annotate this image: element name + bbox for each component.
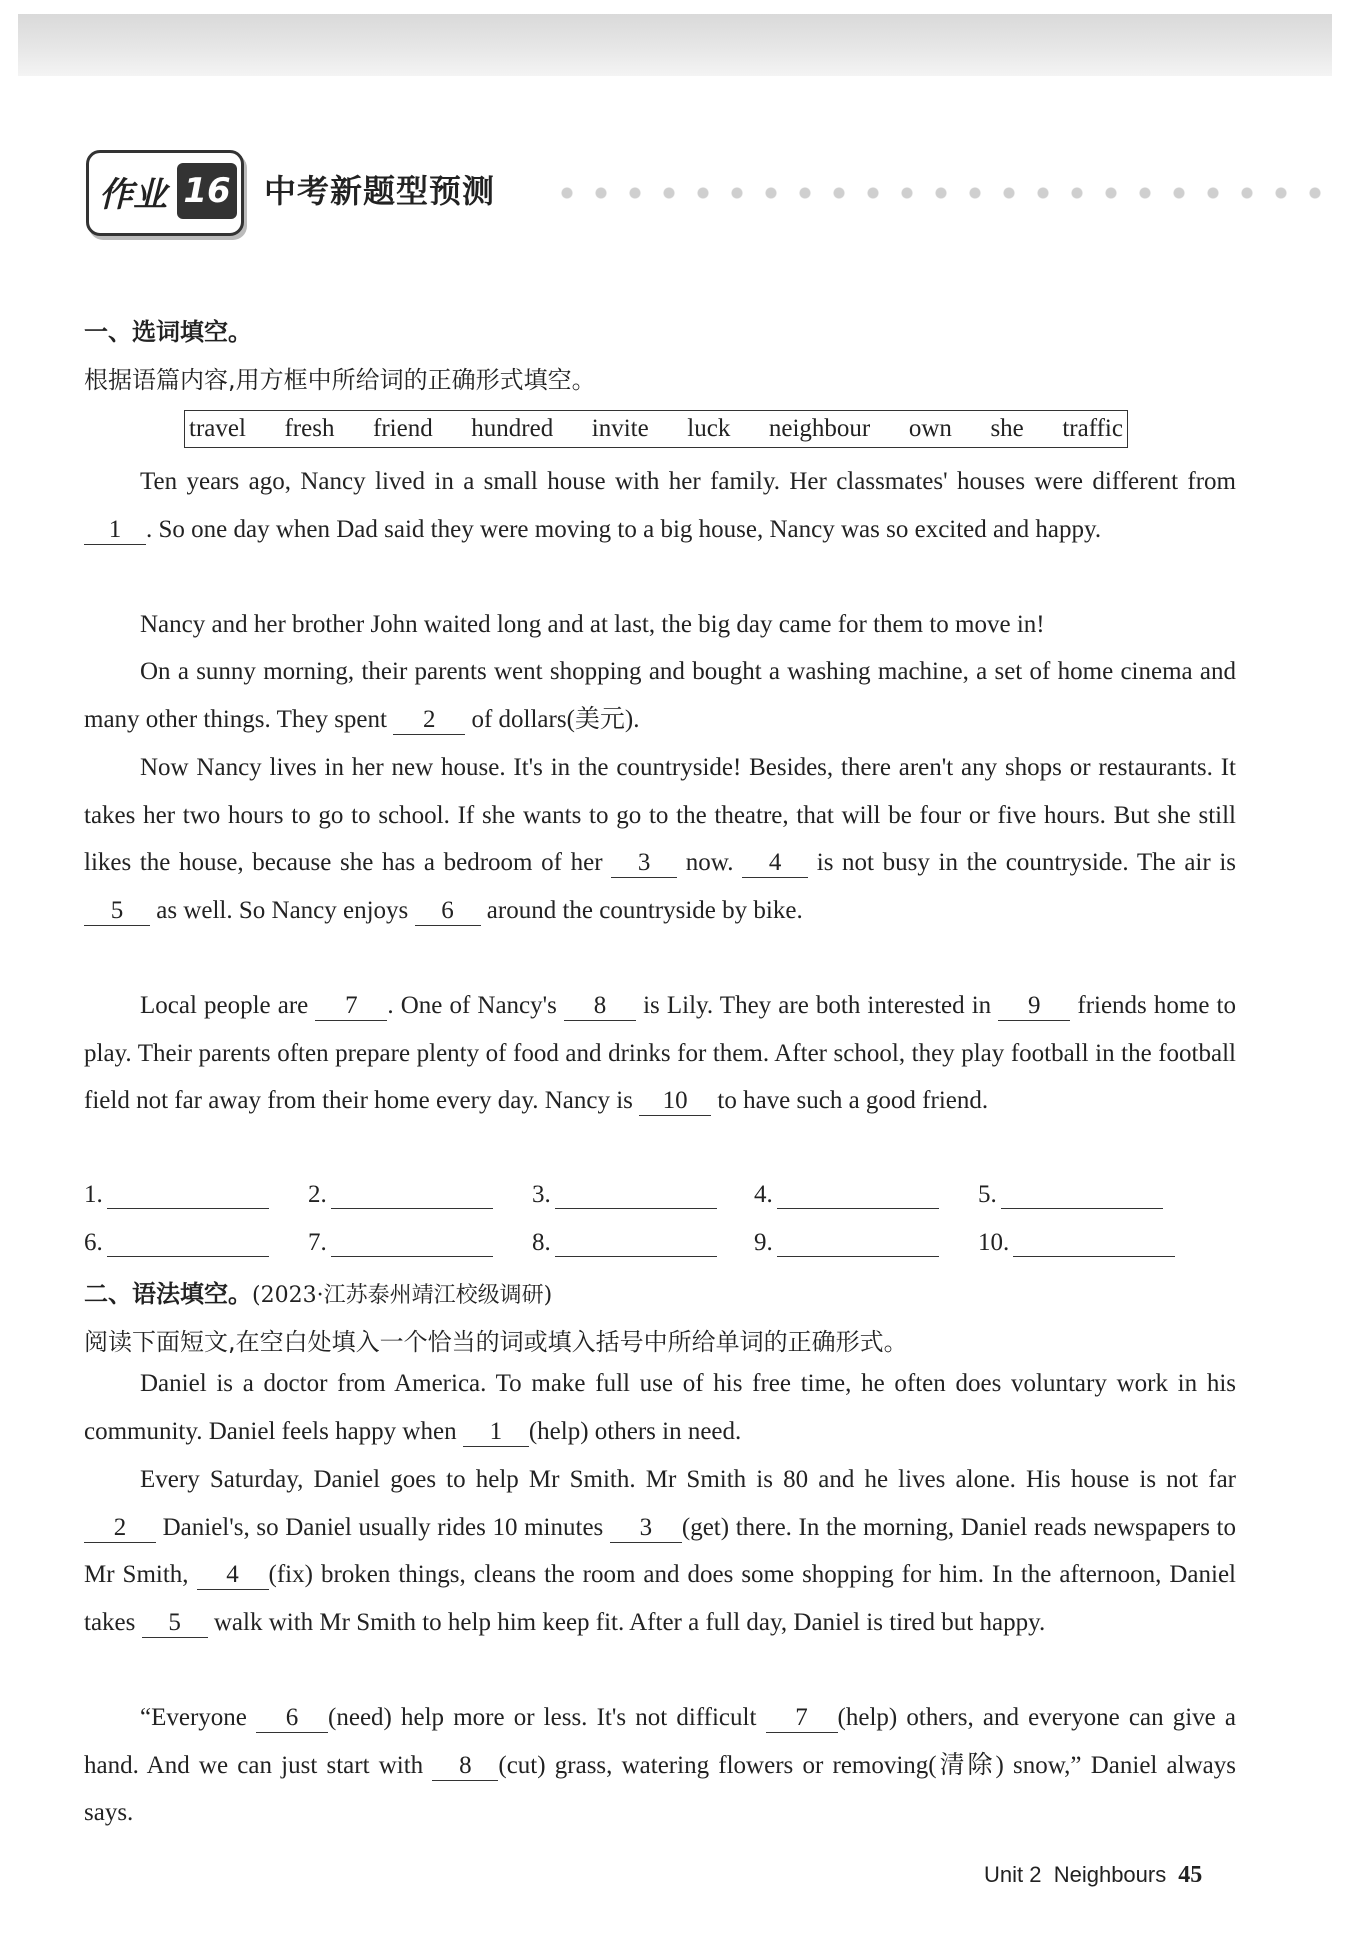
- answer-line[interactable]: [107, 1180, 269, 1209]
- answer-number: 4.: [754, 1181, 773, 1208]
- answer-number: 7.: [308, 1229, 327, 1256]
- text: (help) others, and everyone can give a hand. And we can just start with: [84, 1704, 1236, 1779]
- answer-slot-4[interactable]: [754, 1180, 939, 1209]
- page-title: 中考新题型预测: [264, 172, 496, 210]
- passage1-paragraph-5: [84, 982, 1236, 1125]
- word-item: neighbour: [768, 415, 871, 442]
- blank-2[interactable]: 2: [393, 706, 465, 735]
- answer-slot-8[interactable]: [532, 1228, 717, 1257]
- answer-line[interactable]: [555, 1180, 717, 1209]
- blank-3[interactable]: 3: [611, 849, 677, 878]
- word-item: fresh: [284, 415, 335, 442]
- answer-line[interactable]: [777, 1180, 939, 1209]
- word-item: invite: [591, 415, 649, 442]
- answer-number: 1.: [84, 1181, 103, 1208]
- text: Ten years ago, Nancy lived in a small house with her family. Her classmates' houses were different from: [140, 468, 1236, 495]
- section2-source: (2023·江苏泰州靖江校级调研): [252, 1283, 553, 1308]
- passage1-paragraph-1: [84, 458, 1236, 553]
- text: . So one day when Dad said they were moving to a big house, Nancy was so excited and happy.: [146, 515, 1102, 543]
- answer-slot-6[interactable]: [84, 1228, 269, 1257]
- text: Every Saturday, Daniel goes to help Mr Smith. Mr Smith is 80 and he lives alone. His house is not far: [140, 1466, 1236, 1493]
- word-item: travel: [189, 415, 246, 442]
- word-item: luck: [687, 415, 731, 442]
- decorative-dots: [550, 186, 1330, 200]
- blank-6[interactable]: 6: [415, 897, 481, 926]
- blank-10[interactable]: 10: [639, 1087, 711, 1116]
- word-item: own: [908, 415, 952, 442]
- blank-6[interactable]: 6: [256, 1704, 328, 1733]
- answer-line[interactable]: [1013, 1228, 1175, 1257]
- page-number: 45: [1178, 1862, 1203, 1888]
- word-item: traffic: [1062, 415, 1123, 442]
- text: (need) help more or less. It's not difficult: [328, 1704, 766, 1731]
- text: around the countryside by bike.: [480, 897, 803, 925]
- passage2-paragraph-2: [84, 1456, 1236, 1647]
- badge-number: 16: [177, 163, 237, 219]
- text: is Lily. They are both interested in: [635, 992, 999, 1019]
- section2-title-text: 二、语法填空。: [84, 1280, 252, 1308]
- text: Daniel is a doctor from America. To make full use of his free time, he often does voluntary work in his community. Daniel feels happy when: [84, 1370, 1236, 1445]
- answer-row-2: [84, 1228, 1244, 1268]
- word-item: hundred: [471, 415, 554, 442]
- section1-instruction: 根据语篇内容,用方框中所给词的正确形式填空。: [84, 366, 596, 394]
- answer-slot-10[interactable]: [978, 1228, 1175, 1257]
- text: walk with Mr Smith to help him keep fit. After a full day, Daniel is tired but happy.: [207, 1609, 1046, 1637]
- answer-line[interactable]: [331, 1180, 493, 1209]
- answer-slot-3[interactable]: [532, 1180, 717, 1209]
- blank-2[interactable]: 2: [84, 1514, 156, 1543]
- answer-slot-1[interactable]: [84, 1180, 269, 1209]
- page-header: [86, 150, 1336, 236]
- blank-5[interactable]: 5: [84, 897, 150, 926]
- answer-slot-7[interactable]: [308, 1228, 493, 1257]
- text: “Everyone: [140, 1704, 257, 1731]
- text: Local people are: [140, 992, 316, 1019]
- blank-1[interactable]: 1: [463, 1418, 529, 1447]
- word-item: friend: [373, 415, 433, 442]
- blank-4[interactable]: 4: [197, 1561, 269, 1590]
- blank-7[interactable]: 7: [315, 992, 387, 1021]
- blank-5[interactable]: 5: [142, 1609, 208, 1638]
- section1-title: 一、选词填空。: [84, 318, 252, 346]
- text: Now Nancy lives in her new house. It's in the countryside! Besides, there aren't any shops or restaurants. It takes her two hours to go to school. If she wants to go to the theatre, that will be four or five hours. But she still likes the house, because she has a bedroom of her: [84, 754, 1236, 877]
- blank-1[interactable]: 1: [84, 516, 146, 545]
- section2-instruction: 阅读下面短文,在空白处填入一个恰当的词或填入括号中所给单词的正确形式。: [84, 1328, 908, 1356]
- answer-slot-5[interactable]: [978, 1180, 1163, 1209]
- blank-9[interactable]: 9: [998, 992, 1070, 1021]
- answer-number: 2.: [308, 1181, 327, 1208]
- answer-line[interactable]: [331, 1228, 493, 1257]
- passage1-paragraph-2: Nancy and her brother John waited long and at last, the big day came for them to move in!: [140, 611, 1045, 638]
- answer-slot-9[interactable]: [754, 1228, 939, 1257]
- passage1-paragraph-4: [84, 744, 1236, 935]
- text: of dollars(美元).: [465, 705, 640, 733]
- answer-row-1: [84, 1180, 1244, 1220]
- blank-8[interactable]: 8: [432, 1752, 498, 1781]
- passage2-paragraph-1: [84, 1360, 1236, 1455]
- text: now.: [677, 849, 743, 877]
- answer-number: 8.: [532, 1229, 551, 1256]
- passage1-paragraph-3: [84, 648, 1236, 743]
- word-box: [184, 410, 1128, 448]
- text: is not busy in the countryside. The air is: [808, 849, 1236, 877]
- text: to have such a good friend.: [711, 1087, 989, 1115]
- text: On a sunny morning, their parents went shopping and bought a washing machine, a set of home cinema and many other things. They spent: [84, 658, 1236, 733]
- answer-number: 10.: [978, 1229, 1010, 1256]
- passage2-paragraph-3: [84, 1694, 1236, 1837]
- text: Daniel's, so Daniel usually rides 10 minutes: [156, 1513, 610, 1541]
- text: (fix) broken things, cleans the room and does some shopping for him. In the afternoon, Daniel takes: [84, 1561, 1237, 1637]
- text: as well. So Nancy enjoys: [150, 897, 415, 925]
- blank-4[interactable]: 4: [742, 849, 808, 878]
- answer-number: 3.: [532, 1181, 551, 1208]
- answer-slot-2[interactable]: [308, 1180, 493, 1209]
- page-footer: [984, 1862, 1202, 1889]
- text: (get) there. In the morning, Daniel reads newspapers to Mr Smith,: [84, 1513, 1237, 1589]
- answer-line[interactable]: [777, 1228, 939, 1257]
- badge-label: 作业: [99, 175, 167, 215]
- text: friends home to play. Their parents often prepare plenty of food and drinks for them. After school, they play football in the football field not far away from their home every day. Nancy is: [84, 992, 1236, 1115]
- answer-number: 9.: [754, 1229, 773, 1256]
- answer-line[interactable]: [555, 1228, 717, 1257]
- footer-unit: Unit 2: [984, 1862, 1042, 1887]
- answer-number: 6.: [84, 1229, 103, 1256]
- text: (help) others in need.: [528, 1417, 742, 1445]
- footer-unit-title: Neighbours: [1053, 1862, 1167, 1887]
- text: (cut) grass, watering flowers or removing(清除) snow,” Daniel always says.: [84, 1751, 1236, 1827]
- section2-title: [84, 1274, 552, 1309]
- answer-number: 5.: [978, 1181, 997, 1208]
- word-item: she: [990, 415, 1024, 442]
- homework-badge: [86, 150, 244, 236]
- answer-line[interactable]: [1001, 1180, 1163, 1209]
- text: . One of Nancy's: [387, 992, 564, 1019]
- blank-8[interactable]: 8: [564, 992, 636, 1021]
- answer-line[interactable]: [107, 1228, 269, 1257]
- blank-7[interactable]: 7: [766, 1704, 838, 1733]
- blank-3[interactable]: 3: [610, 1514, 682, 1543]
